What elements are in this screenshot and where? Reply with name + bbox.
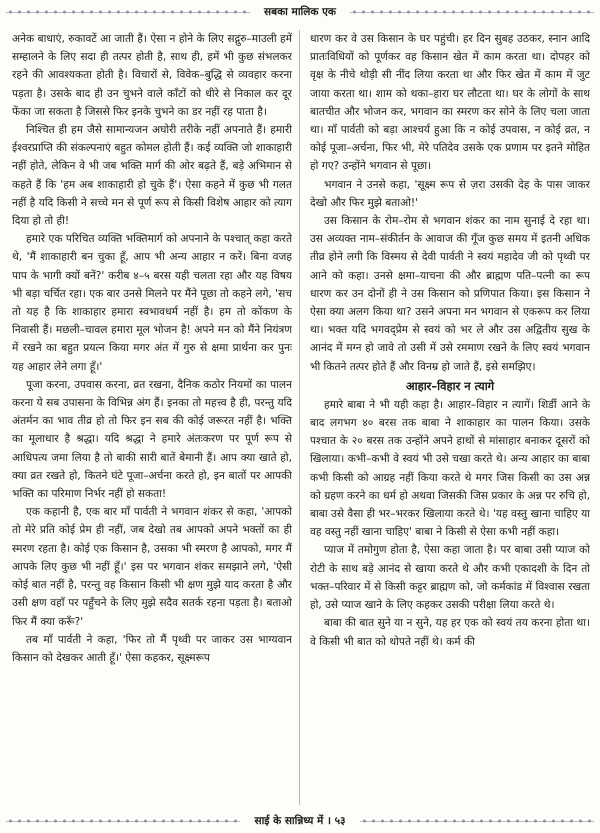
paragraph: प्याज में तमोगुण होता है, ऐसा कहा जाता है। पर बाबा उसी प्याज को रोटी के साथ बड़े आनंद से खाया करते थे और कभी एकादशी के दिन तो भक्त–परिवार में से किसी कट्टर ब्राह्मण को, जो कर्मकांड में विश्वास रखता हो, उसे प्याज खाने के लिए कहकर उसकी परीक्षा लिया करते थे। — [310, 544, 590, 612]
footer-ornament-left — [6, 813, 240, 829]
running-footer: साई के सान्निध्य में । ५३ — [254, 815, 346, 827]
paragraph: निश्चित ही हम जैसे सामान्यजन अघोरी तरीके नहीं अपनाते हैं। हमारी ईश्वरप्राप्ति की संकल्पनाएं बहुत कोमल होती हैं। कई व्यक्ति जो शाकाहारी नहीं होते, लेकिन वे भी जब भक्ति मार्ग की ओर बढ़ते हैं, बड़े अभिमान से कहते हैं कि 'हम अब शाकाहारी हो चुके हैं'। ऐसा कहने में कुछ भी गलत नहीं है यदि किसी ने सच्चे मन से पूर्ण रूप से किसी विशेष आहार को त्याग दिया हो तो ही! — [12, 124, 292, 228]
column-divider — [299, 30, 300, 805]
paragraph: तब माँ पार्वती ने कहा, 'फिर तो मैं पृथ्वी पर जाकर उस भाग्यवान किसान को देखकर आती हूँ।' ऐसा कहकर, सूक्ष्मरूप — [12, 633, 292, 664]
paragraph: बाबा की बात सुने या न सुने, यह हर एक को स्वयं तय करना होता था। वे किसी भी बात को थोपते नहीं थे। कर्म की — [310, 617, 590, 648]
section-heading: आहार–विहार न त्यागे — [405, 378, 495, 393]
running-title: सबका मालिक एक — [264, 6, 336, 18]
left-column — [12, 30, 292, 805]
page-header — [0, 0, 600, 24]
paragraph: भगवान ने उनसे कहा, 'सूक्ष्म रूप से ज़रा उसकी देह के पास जाकर देखो और फिर मुझे बताओ!' — [310, 178, 590, 209]
header-ornament-left — [6, 4, 250, 20]
paragraph: धारण कर वे उस किसान के घर पहुंची। हर दिन सुबह उठकर, स्नान आदि प्रातःविधियों को पूर्णकर वह किसान खेत में काम करता था। दोपहर को वृक्ष के नीचे थोड़ी सी नींद लिया करता था और फिर खेत में काम में जुट जाया करता था। शाम को थका–हारा घर लौटता था। घर के लोगों के साथ बातचीत और भोजन कर, भगवान का स्मरण कर सोने के लिए चला जाता था। माँ पार्वती को बड़ा आश्चर्य हुआ कि न कोई उपवास, न कोई व्रत, न कोई पूजा–अर्चना, फिर भी, मेरे पतिदेव उसके एक प्रणाम पर इतने मोहित हो गए? उन्होंने भगवान से पूछा। — [310, 33, 590, 173]
paragraph: अनेक बाधाएं, रुकावटें आ जाती हैं। ऐसा न होने के लिए सद्गुरु–माउली हमें सम्हालने के लिए सदा ही तत्पर होती है, साथ ही, हमें भी कुछ संभलकर रहने की आवश्यकता होती है। विचारों से, विवेक–बुद्धि से व्यवहार करना पड़ता है। उसके बाद ही उन चुभने वाले काँटों को धीरे से निकाल कर दूर फेंका जा सकता है जिससे फिर इनके चुभने का डर नहीं रह पाता है। — [12, 33, 292, 118]
paragraph: हमारे बाबा ने भी यही कहा है। आहार–विहार न त्यागें। शिर्डी आने के बाद लगभग ४० बरस तक बाबा ने शाकाहार का पालन किया। उसके पश्चात के २० बरस तक उन्होंने अपने हाथों से मांसाहार बनाकर दूसरों को खिलाया। कभी–कभी वे स्वयं भी उसे चखा करते थे। अन्य आहार का बाबा कभी किसी को आग्रह नहीं किया करते थे मगर जिस किसी का उस अन्न को ग्रहण करने का धर्म हो अथवा जिसकी जिस प्रकार के अन्न पर रुचि हो, बाबा उसे वैसा ही भर–भरकर खिलाया करते थे। 'यह वस्तु खाना चाहिए या वह वस्तु नहीं खाना चाहिए' बाबा ने किसी से ऐसा कभी नहीं कहा। — [310, 398, 590, 539]
header-ornament-right — [350, 4, 594, 20]
paragraph: एक कहानी है, एक बार माँ पार्वती ने भगवान शंकर से कहा, 'आपको तो मेरे प्रति कोई प्रेम ही नहीं, जब देखो तब आपको अपने भक्तों का ही स्मरण रहता है। कोई एक किसान है, उसका भी स्मरण है आपको, मगर मैं आपके लिए कुछ भी नहीं हूँ।' इस पर भगवान शंकर समझाने लगे, 'ऐसी कोई बात नहीं है, परन्तु वह किसान किसी भी क्षण मुझे याद करता है और उसी क्षण वहाँ पर पहुँचने के लिए मुझे सदैव सतर्क रहना पड़ता है। बताओ फिर मैं क्या करूँ?' — [12, 506, 292, 628]
paragraph: उस किसान के रोम–रोम से भगवान शंकर का नाम सुनाई दे रहा था। उस अव्यक्त नाम–संकीर्तन के आवाज की गूँज कुछ समय में इतनी अधिक तीव्र होने लगी कि विस्मय से देवी पार्वती ने स्वयं महादेव जी को पृथ्वी पर आने को कहा। उनसे क्षमा–याचना की और ब्राह्मण पति–पत्नी का रूप धारण कर उन दोनों ही ने उस किसान को प्रणिपात किया। इस किसान ने ऐसा क्या अलग किया था? उसने अपना मन भगवान से एकरूप कर लिया था। भक्त यदि भगवद्प्रेम से स्वयं को भर ले और उस अद्वितीय सुख के आनंद में मग्न हो जावे तो उसी में उसे रममाण रखने के लिए स्वयं भगवान भी कितने तत्पर होते हैं और विनम्र हो जाते हैं, इसे समझिए। — [310, 215, 590, 373]
footer-ornament-right — [360, 813, 594, 829]
paragraph: पूजा करना, उपवास करना, व्रत रखना, दैनिक कठोर नियमों का पालन करना ये सब उपासना के विभिन्न अंग हैं। इनका तो महत्त्व है ही, परन्तु यदि अंतर्मन का भाव तीव्र हो तो फिर इन सब की कोई जरूरत नहीं है। भक्ति का मूलाधार है श्रद्धा। यदि श्रद्धा ने हमारे अंतःकरण पर पूर्ण रूप से आधिपत्य जमा लिया है तो बाकी सारी बातें बेमानी हैं। आप क्या खाते हो, क्या व्रत रखते हो, कितने घंटे पूजा–अर्चना करते हो, इन बातों पर आपकी भक्ति का परिमाण निर्भर नहीं हो सकता! — [12, 378, 292, 501]
two-column-body — [12, 30, 590, 805]
right-column — [310, 30, 590, 805]
paragraph: हमारे एक परिचित व्यक्ति भक्तिमार्ग को अपनाने के पश्चात् कहा करते थे, 'मैं शाकाहारी बन चुका हूँ, आप भी अन्य आहार न करें। बिना वजह पाप के भागी क्यों बनें?' करीब ४–५ बरस यही चलता रहा और यह विषय भी बड़ा चर्चित रहा। एक बार उनसे मिलने पर मैंने पूछा तो कहने लगे, 'सच तो यह है कि शाकाहार हमारा स्वभावधर्म नहीं है। हम तो कोंकण के निवासी हैं। मछली–चावल हमारा मूल भोजन है! अपने मन को मैंने नियंत्रण में रखने का बहुत प्रयत्न किया मगर अंत में गुरु से क्षमा प्रार्थना कर पुनः यह आहार लेने लगा हूँ।' — [12, 233, 292, 373]
page-footer — [0, 809, 600, 833]
